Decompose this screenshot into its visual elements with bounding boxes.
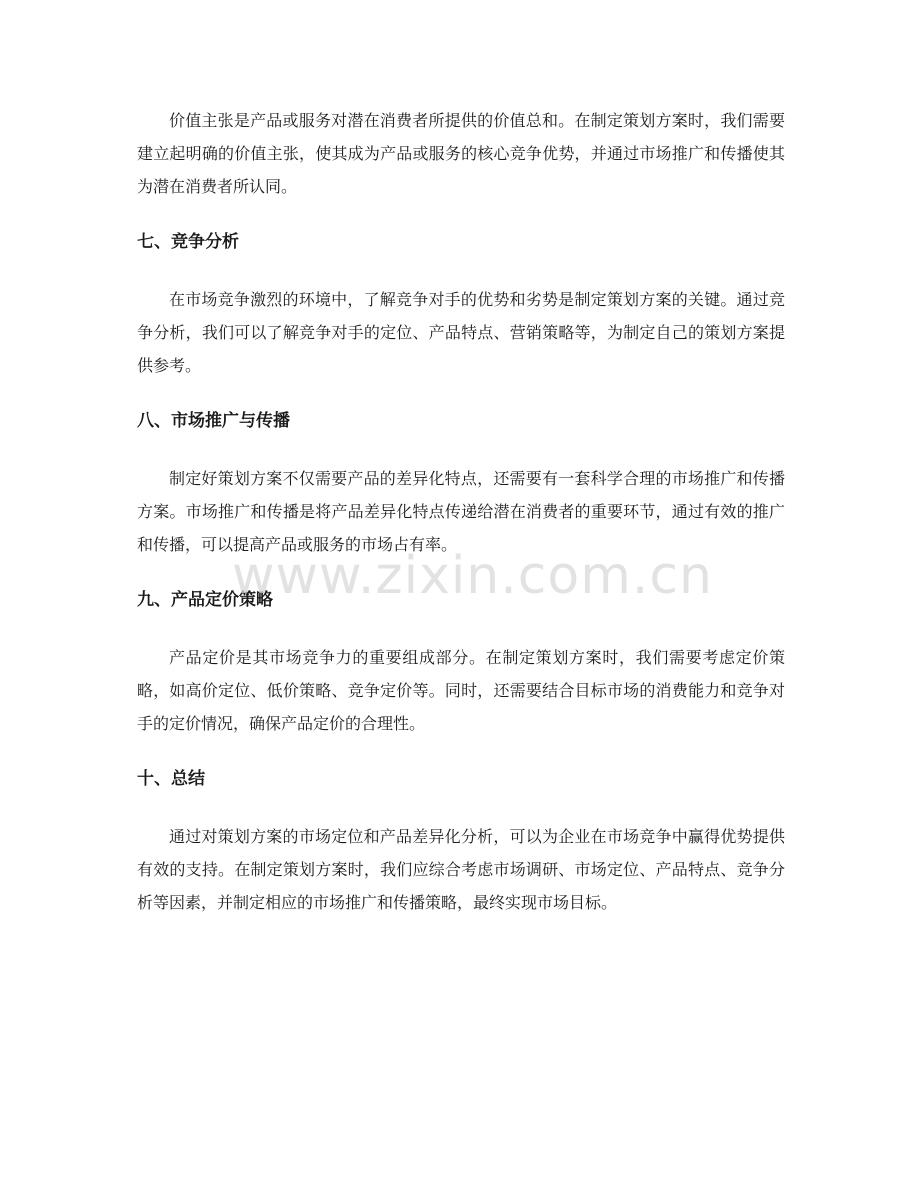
intro-paragraph: 价值主张是产品或服务对潜在消费者所提供的价值总和。在制定策划方案时，我们需要建立起明确的价值主张，使其成为产品或服务的核心竞争优势，并通过市场推广和传播使其为潜在消费者所认同。: [137, 111, 785, 196]
document-body: [137, 104, 785, 943]
section-heading-promotion: 八、市场推广与传播: [137, 411, 290, 431]
section-heading-competition: 七、竞争分析: [137, 232, 239, 252]
section-body-pricing: 产品定价是其市场竞争力的重要组成部分。在制定策划方案时，我们需要考虑定价策略，如高价定位、低价策略、竞争定价等。同时，还需要结合目标市场的消费能力和竞争对手的定价情况，确保产品定价的合理性。: [137, 648, 785, 733]
watermark-text: www.zixin.com.cn: [232, 546, 713, 606]
section-heading-summary: 十、总结: [137, 769, 205, 789]
section-body-promotion: 制定好策划方案不仅需要产品的差异化特点，还需要有一套科学合理的市场推广和传播方案。市场推广和传播是将产品差异化特点传递给潜在消费者的重要环节，通过有效的推广和传播，可以提高产品或服务的市场占有率。: [137, 469, 785, 554]
section-heading-pricing: 九、产品定价策略: [137, 590, 273, 610]
section-body-summary: 通过对策划方案的市场定位和产品差异化分析，可以为企业在市场竞争中赢得优势提供有效的支持。在制定策划方案时，我们应综合考虑市场调研、市场定位、产品特点、竞争分析等因素，并制定相应的市场推广和传播策略，最终实现市场目标。: [137, 827, 785, 912]
section-body-competition: 在市场竞争激烈的环境中，了解竞争对手的优势和劣势是制定策划方案的关键。通过竞争分析，我们可以了解竞争对手的定位、产品特点、营销策略等，为制定自己的策划方案提供参考。: [137, 290, 785, 375]
